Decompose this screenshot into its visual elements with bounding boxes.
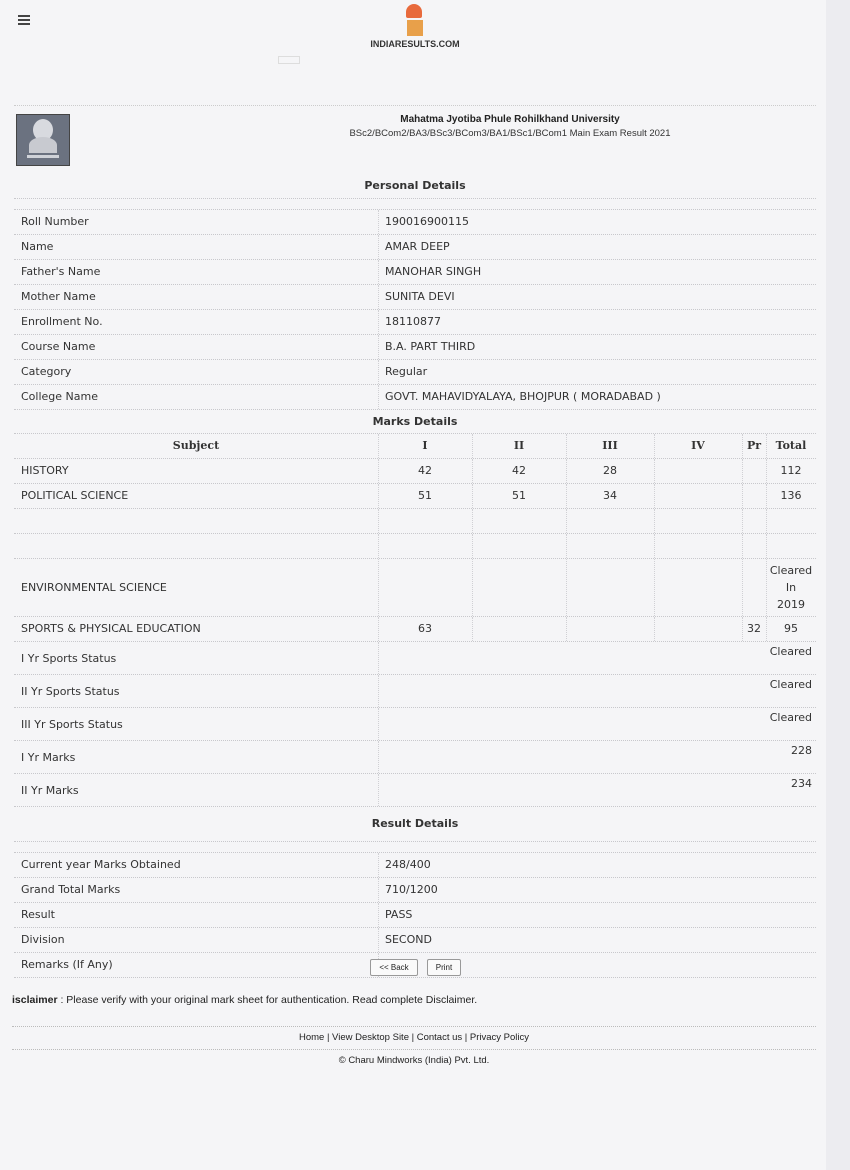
subject-name: POLITICAL SCIENCE (21, 489, 129, 502)
logo-text: INDIARESULTS.COM (370, 39, 460, 49)
marks-row (14, 617, 816, 642)
result-label: Grand Total Marks (21, 883, 121, 896)
mark-total: 112 (780, 464, 802, 477)
mark-total: 95 (784, 622, 798, 635)
personal-row (14, 310, 816, 335)
status-row (14, 675, 816, 708)
col-total: Total (775, 439, 807, 452)
copyright: © Charu Mindworks (India) Pvt. Ltd. (338, 1055, 490, 1066)
field-value: MANOHAR SINGH (385, 265, 482, 278)
field-label: Roll Number (21, 215, 89, 228)
status-value: Cleared (769, 711, 812, 724)
col-ii: II (513, 439, 525, 452)
subject-name: ENVIRONMENTAL SCIENCE (21, 581, 167, 594)
print-button[interactable]: Print (427, 959, 461, 976)
status-value: 228 (791, 744, 812, 757)
status-label: II Yr Marks (21, 784, 79, 797)
result-label: Division (21, 933, 65, 946)
total-line: Cleared (769, 564, 813, 577)
university-emblem-icon (16, 114, 70, 166)
field-label: Enrollment No. (21, 315, 103, 328)
disclaimer-text: : Please verify with your original mark sheet for authentication. Read complete Disclaimer. (57, 994, 478, 1006)
personal-details-table (14, 210, 816, 410)
status-value: Cleared (769, 678, 812, 691)
marks-row (14, 484, 816, 509)
status-value: 234 (791, 777, 812, 790)
disclaimer (12, 994, 477, 1006)
status-row (14, 708, 816, 741)
divider (12, 1049, 816, 1050)
footer-links[interactable]: Home | View Desktop Site | Contact us | Privacy Policy (298, 1032, 530, 1043)
mark-i: 51 (418, 489, 432, 502)
result-label: Result (21, 908, 55, 921)
field-value: 190016900115 (385, 215, 469, 228)
mark-total (766, 562, 816, 613)
status-row (14, 774, 816, 807)
personal-row (14, 360, 816, 385)
mark-i: 42 (418, 464, 432, 477)
status-label: III Yr Sports Status (21, 718, 123, 731)
personal-row (14, 285, 816, 310)
result-row (14, 903, 816, 928)
scan-edge (826, 0, 850, 1170)
logo-mark-icon (404, 4, 426, 36)
field-value: B.A. PART THIRD (385, 340, 476, 353)
mark-iii: 28 (603, 464, 617, 477)
status-row (14, 741, 816, 774)
status-label: I Yr Marks (21, 751, 76, 764)
personal-row (14, 335, 816, 360)
divider (14, 105, 816, 106)
col-subject: Subject (172, 439, 220, 452)
mark-pr: 32 (747, 622, 761, 635)
status-label: II Yr Sports Status (21, 685, 120, 698)
result-row (14, 853, 816, 878)
mark-ii: 51 (512, 489, 526, 502)
field-label: Name (21, 240, 54, 253)
field-label: Mother Name (21, 290, 96, 303)
field-label: College Name (21, 390, 98, 403)
marks-table (14, 459, 816, 642)
marks-row (14, 509, 816, 534)
field-label: Category (21, 365, 72, 378)
result-label: Remarks (If Any) (21, 958, 113, 971)
personal-details-title: Personal Details (14, 174, 816, 199)
mark-total: 136 (780, 489, 802, 502)
marks-row (14, 534, 816, 559)
status-table (14, 642, 816, 807)
marks-row (14, 459, 816, 484)
divider (12, 1026, 816, 1027)
field-value: AMAR DEEP (385, 240, 450, 253)
exam-title: BSc2/BCom2/BA3/BSc3/BCom3/BA1/BSc1/BCom1 Main Exam Result 2021 (349, 128, 671, 139)
personal-row (14, 210, 816, 235)
field-value: Regular (385, 365, 428, 378)
mark-iii: 34 (603, 489, 617, 502)
marks-row (14, 559, 816, 617)
col-iv: IV (691, 439, 705, 452)
field-value: SUNITA DEVI (385, 290, 455, 303)
result-row (14, 928, 816, 953)
subject-name: HISTORY (21, 464, 69, 477)
status-row (14, 642, 816, 675)
mark-i: 63 (418, 622, 432, 635)
personal-row (14, 260, 816, 285)
disclaimer-label: isclaimer (12, 994, 58, 1006)
col-i: I (422, 439, 428, 452)
result-details-title: Result Details (14, 807, 816, 842)
result-value: SECOND (385, 933, 432, 946)
field-label: Course Name (21, 340, 96, 353)
result-value: 248/400 (385, 858, 431, 871)
col-iii: III (602, 439, 618, 452)
status-label: I Yr Sports Status (21, 652, 117, 665)
total-line: In (785, 581, 797, 594)
personal-row (14, 385, 816, 410)
site-logo[interactable] (360, 4, 470, 49)
hamburger-menu-icon[interactable] (18, 15, 30, 27)
back-button[interactable]: << Back (370, 959, 418, 976)
mark-ii: 42 (512, 464, 526, 477)
result-sheet (14, 174, 816, 978)
field-value: 18110877 (385, 315, 441, 328)
result-label: Current year Marks Obtained (21, 858, 181, 871)
col-pr: Pr (746, 439, 762, 452)
subject-name: SPORTS & PHYSICAL EDUCATION (21, 622, 201, 635)
status-value: Cleared (769, 645, 812, 658)
marks-details-title: Marks Details (14, 410, 816, 434)
field-value: GOVT. MAHAVIDYALAYA, BHOJPUR ( MORADABAD ) (385, 390, 661, 403)
university-name: Mahatma Jyotiba Phule Rohilkhand University (400, 114, 620, 125)
result-value: 710/1200 (385, 883, 438, 896)
result-value: PASS (385, 908, 413, 921)
total-line: 2019 (777, 598, 805, 611)
personal-row (14, 235, 816, 260)
result-row (14, 878, 816, 903)
small-box-icon (278, 56, 300, 64)
field-label: Father's Name (21, 265, 101, 278)
marks-header-row (14, 434, 816, 459)
